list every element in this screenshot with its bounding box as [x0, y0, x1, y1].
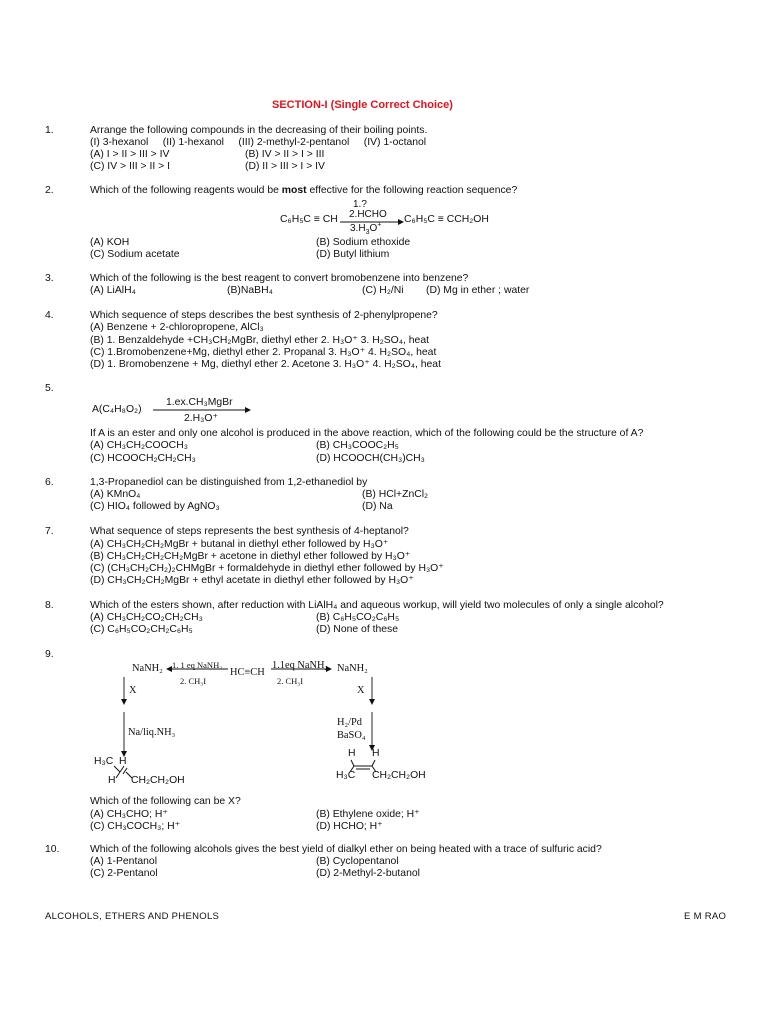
q2-text: [90, 185, 517, 196]
q1-option-d: (D) II > III > I > IV: [245, 161, 325, 172]
q8-option-b: (B) C₆H₅CO₂C₆H₅: [316, 612, 400, 623]
q9-option-b: (B) Ethylene oxide; H⁺: [316, 809, 420, 820]
q3-option-b: (B)NaBH₄: [227, 285, 273, 296]
q2-option-d: (D) Butyl lithium: [316, 249, 390, 260]
q10-option-c: (C) 2-Pentanol: [90, 868, 158, 879]
q2-product: C₆H₅C ≡ CCH₂OH: [404, 214, 489, 225]
q4-number: 4.: [45, 310, 54, 321]
section-title: SECTION-I (Single Correct Choice): [272, 99, 453, 111]
q4-text: Which sequence of steps describes the best synthesis of 2-phenylpropene?: [90, 310, 438, 321]
q1-number: 1.: [45, 125, 54, 136]
q5-text: If A is an ester and only one alcohol is produced in the above reaction, which of the following could be the structure of A?: [90, 428, 644, 439]
q9-left-reduce: Na/liq.NH₃: [128, 727, 176, 738]
q8-text: Which of the esters shown, after reduction with LiAlH₄ and aqueous workup, will yield two molecules of only a single alcohol?: [90, 600, 664, 611]
q2-step1: 1.?: [353, 199, 367, 210]
q2-reactant: C₆H₅C ≡ CH: [280, 214, 338, 225]
q5-option-b: (B) CH₃COOC₂H₅: [316, 440, 399, 451]
q5-reagent1: 1.ex.CH₃MgBr: [166, 397, 233, 408]
q9-left-x: X: [129, 685, 137, 696]
q8-number: 8.: [45, 600, 54, 611]
q7-number: 7.: [45, 526, 54, 537]
q4-option-d: (D) 1. Bromobenzene + Mg, diethyl ether 2. Acetone 3. H₃O⁺ 4. H₂SO₄, heat: [90, 359, 441, 370]
q2-option-b: (B) Sodium ethoxide: [316, 237, 411, 248]
footer-left: ALCOHOLS, ETHERS AND PHENOLS: [45, 911, 220, 922]
q8-option-d: (D) None of these: [316, 624, 399, 635]
q2-number: 2.: [45, 185, 54, 196]
q9-right-reduce-1: H₂/Pd: [337, 717, 362, 728]
q9-left-product-ch3: H₃C: [94, 756, 114, 767]
q2-text-bold: most: [281, 185, 307, 196]
q1-text: Arrange the following compounds in the decreasing of their boiling points.: [90, 125, 428, 136]
q3-option-c: (C) H₂/Ni: [362, 285, 404, 296]
q5-option-a: (A) CH₃CH₂COOCH₃: [90, 440, 188, 451]
q9-right-top-reagent: NaNH₂: [337, 663, 368, 674]
q5-reagent2: 2.H₃O⁺: [184, 413, 218, 424]
q2-step3-sup: +: [377, 221, 382, 229]
q9-right-product-ch3: H₃C: [336, 770, 356, 781]
q9-right-product-h1: H: [348, 748, 356, 759]
q9-right-product-chain: CH₂CH₂OH: [372, 770, 426, 781]
q1-option-b: (B) IV > II > I > III: [245, 149, 325, 160]
q1-option-a: (A) I > II > III > IV: [90, 149, 170, 160]
q5-number: 5.: [45, 383, 54, 394]
q9-left-reagent-top: 1. 1 eq NaNH₂: [172, 660, 223, 670]
footer-right: E M RAO: [684, 911, 727, 922]
q10-option-d: (D) 2-Methyl-2-butanol: [316, 868, 420, 879]
q7-text: What sequence of steps represents the best synthesis of 4-heptanol?: [90, 526, 409, 537]
q3-option-a: (A) LiAlH₄: [90, 285, 136, 296]
q9-right-reagent-top: 1.1eq NaNH₂: [272, 660, 329, 671]
q6-option-d: (D) Na: [362, 501, 393, 512]
q5-option-c: (C) HCOOCH₂CH₂CH₃: [90, 453, 196, 464]
q9-left-product-h-top: H: [119, 756, 127, 767]
q2-step3: [350, 223, 381, 234]
q2-text-pre: Which of the following reagents would be: [90, 185, 282, 196]
q9-center: HC≡CH: [230, 667, 265, 678]
q2-option-c: (C) Sodium acetate: [90, 249, 180, 260]
q10-option-b: (B) Cyclopentanol: [316, 856, 399, 867]
q9-left-top-reagent: NaNH₂: [132, 663, 163, 674]
q4-option-b: (B) 1. Benzaldehyde +CH₃CH₂MgBr, diethyl ether 2. H₃O⁺ 3. H₂SO₄, heat: [90, 335, 429, 346]
q8-option-a: (A) CH₃CH₂CO₂CH₂CH₃: [90, 612, 203, 623]
q6-text: 1,3-Propanediol can be distinguished from 1,2-ethanediol by: [90, 477, 368, 488]
q7-option-b: (B) CH₃CH₂CH₂CH₂MgBr + acetone in diethyl ether followed by H₃O⁺: [90, 551, 411, 562]
q10-option-a: (A) 1-Pentanol: [90, 856, 157, 867]
q4-option-c: (C) 1.Bromobenzene+Mg, diethyl ether 2. Propanal 3. H₃O⁺ 4. H₂SO₄, heat: [90, 347, 437, 358]
q6-number: 6.: [45, 477, 54, 488]
q2-step2: 2.HCHO: [349, 209, 387, 220]
q1-option-c: (C) IV > III > II > I: [90, 161, 170, 172]
q9-text: Which of the following can be X?: [90, 796, 241, 807]
q3-option-d: (D) Mg in ether ; water: [426, 285, 530, 296]
q6-option-a: (A) KMnO₄: [90, 489, 141, 500]
q5-reactant: A(C₄H₈O₂): [92, 404, 142, 415]
q9-right-product-h2: H: [372, 748, 380, 759]
q9-option-d: (D) HCHO; H⁺: [316, 821, 383, 832]
q9-option-a: (A) CH₃CHO; H⁺: [90, 809, 168, 820]
q3-number: 3.: [45, 273, 54, 284]
q9-left-reagent-bot: 2. CH₃I: [180, 676, 207, 686]
q8-option-c: (C) C₆H₅CO₂CH₂C₆H₅: [90, 624, 193, 635]
q10-text: Which of the following alcohols gives the best yield of dialkyl ether on being heated with a trace of sulfuric acid?: [90, 844, 602, 855]
q2-step3-b: O: [369, 223, 378, 234]
q2-text-post: effective for the following reaction sequence?: [306, 185, 518, 196]
q6-option-b: (B) HCl+ZnCl₂: [362, 489, 429, 500]
q9-right-x: X: [357, 685, 365, 696]
q9-number: 9.: [45, 649, 54, 660]
q7-option-d: (D) CH₃CH₂CH₂MgBr + ethyl acetate in diethyl ether followed by H₃O⁺: [90, 575, 414, 586]
q6-option-c: (C) HIO₄ followed by AgNO₃: [90, 501, 220, 512]
q2-option-a: (A) KOH: [90, 237, 130, 248]
q7-option-c: (C) (CH₃CH₂CH₂)₂CHMgBr + formaldehyde in diethyl ether followed by H₃O⁺: [90, 563, 444, 574]
q9-left-product-chain: CH₂CH₂OH: [131, 775, 185, 786]
q3-text: Which of the following is the best reagent to convert bromobenzene into benzene?: [90, 273, 469, 284]
q9-right-reagent-bot: 2. CH₃I: [277, 676, 304, 686]
q2-step3-sub: 3: [365, 229, 370, 236]
q9-left-product-h-bot: H: [108, 775, 116, 786]
q4-option-a: (A) Benzene + 2-chloropropene, AlCl₃: [90, 322, 264, 333]
q2-step3-a: 3.H: [350, 223, 366, 234]
q9-right-reduce-2: BaSO₄: [337, 730, 366, 741]
q5-option-d: (D) HCOOCH(CH₃)CH₃: [316, 453, 425, 464]
q10-number: 10.: [45, 844, 60, 855]
q7-option-a: (A) CH₃CH₂CH₂MgBr + butanal in diethyl ether followed by H₃O⁺: [90, 539, 389, 550]
q1-compounds: (I) 3-hexanol (II) 1-hexanol (III) 2-methyl-2-pentanol (IV) 1-octanol: [90, 137, 427, 148]
q9-option-c: (C) CH₃COCH₃; H⁺: [90, 821, 181, 832]
